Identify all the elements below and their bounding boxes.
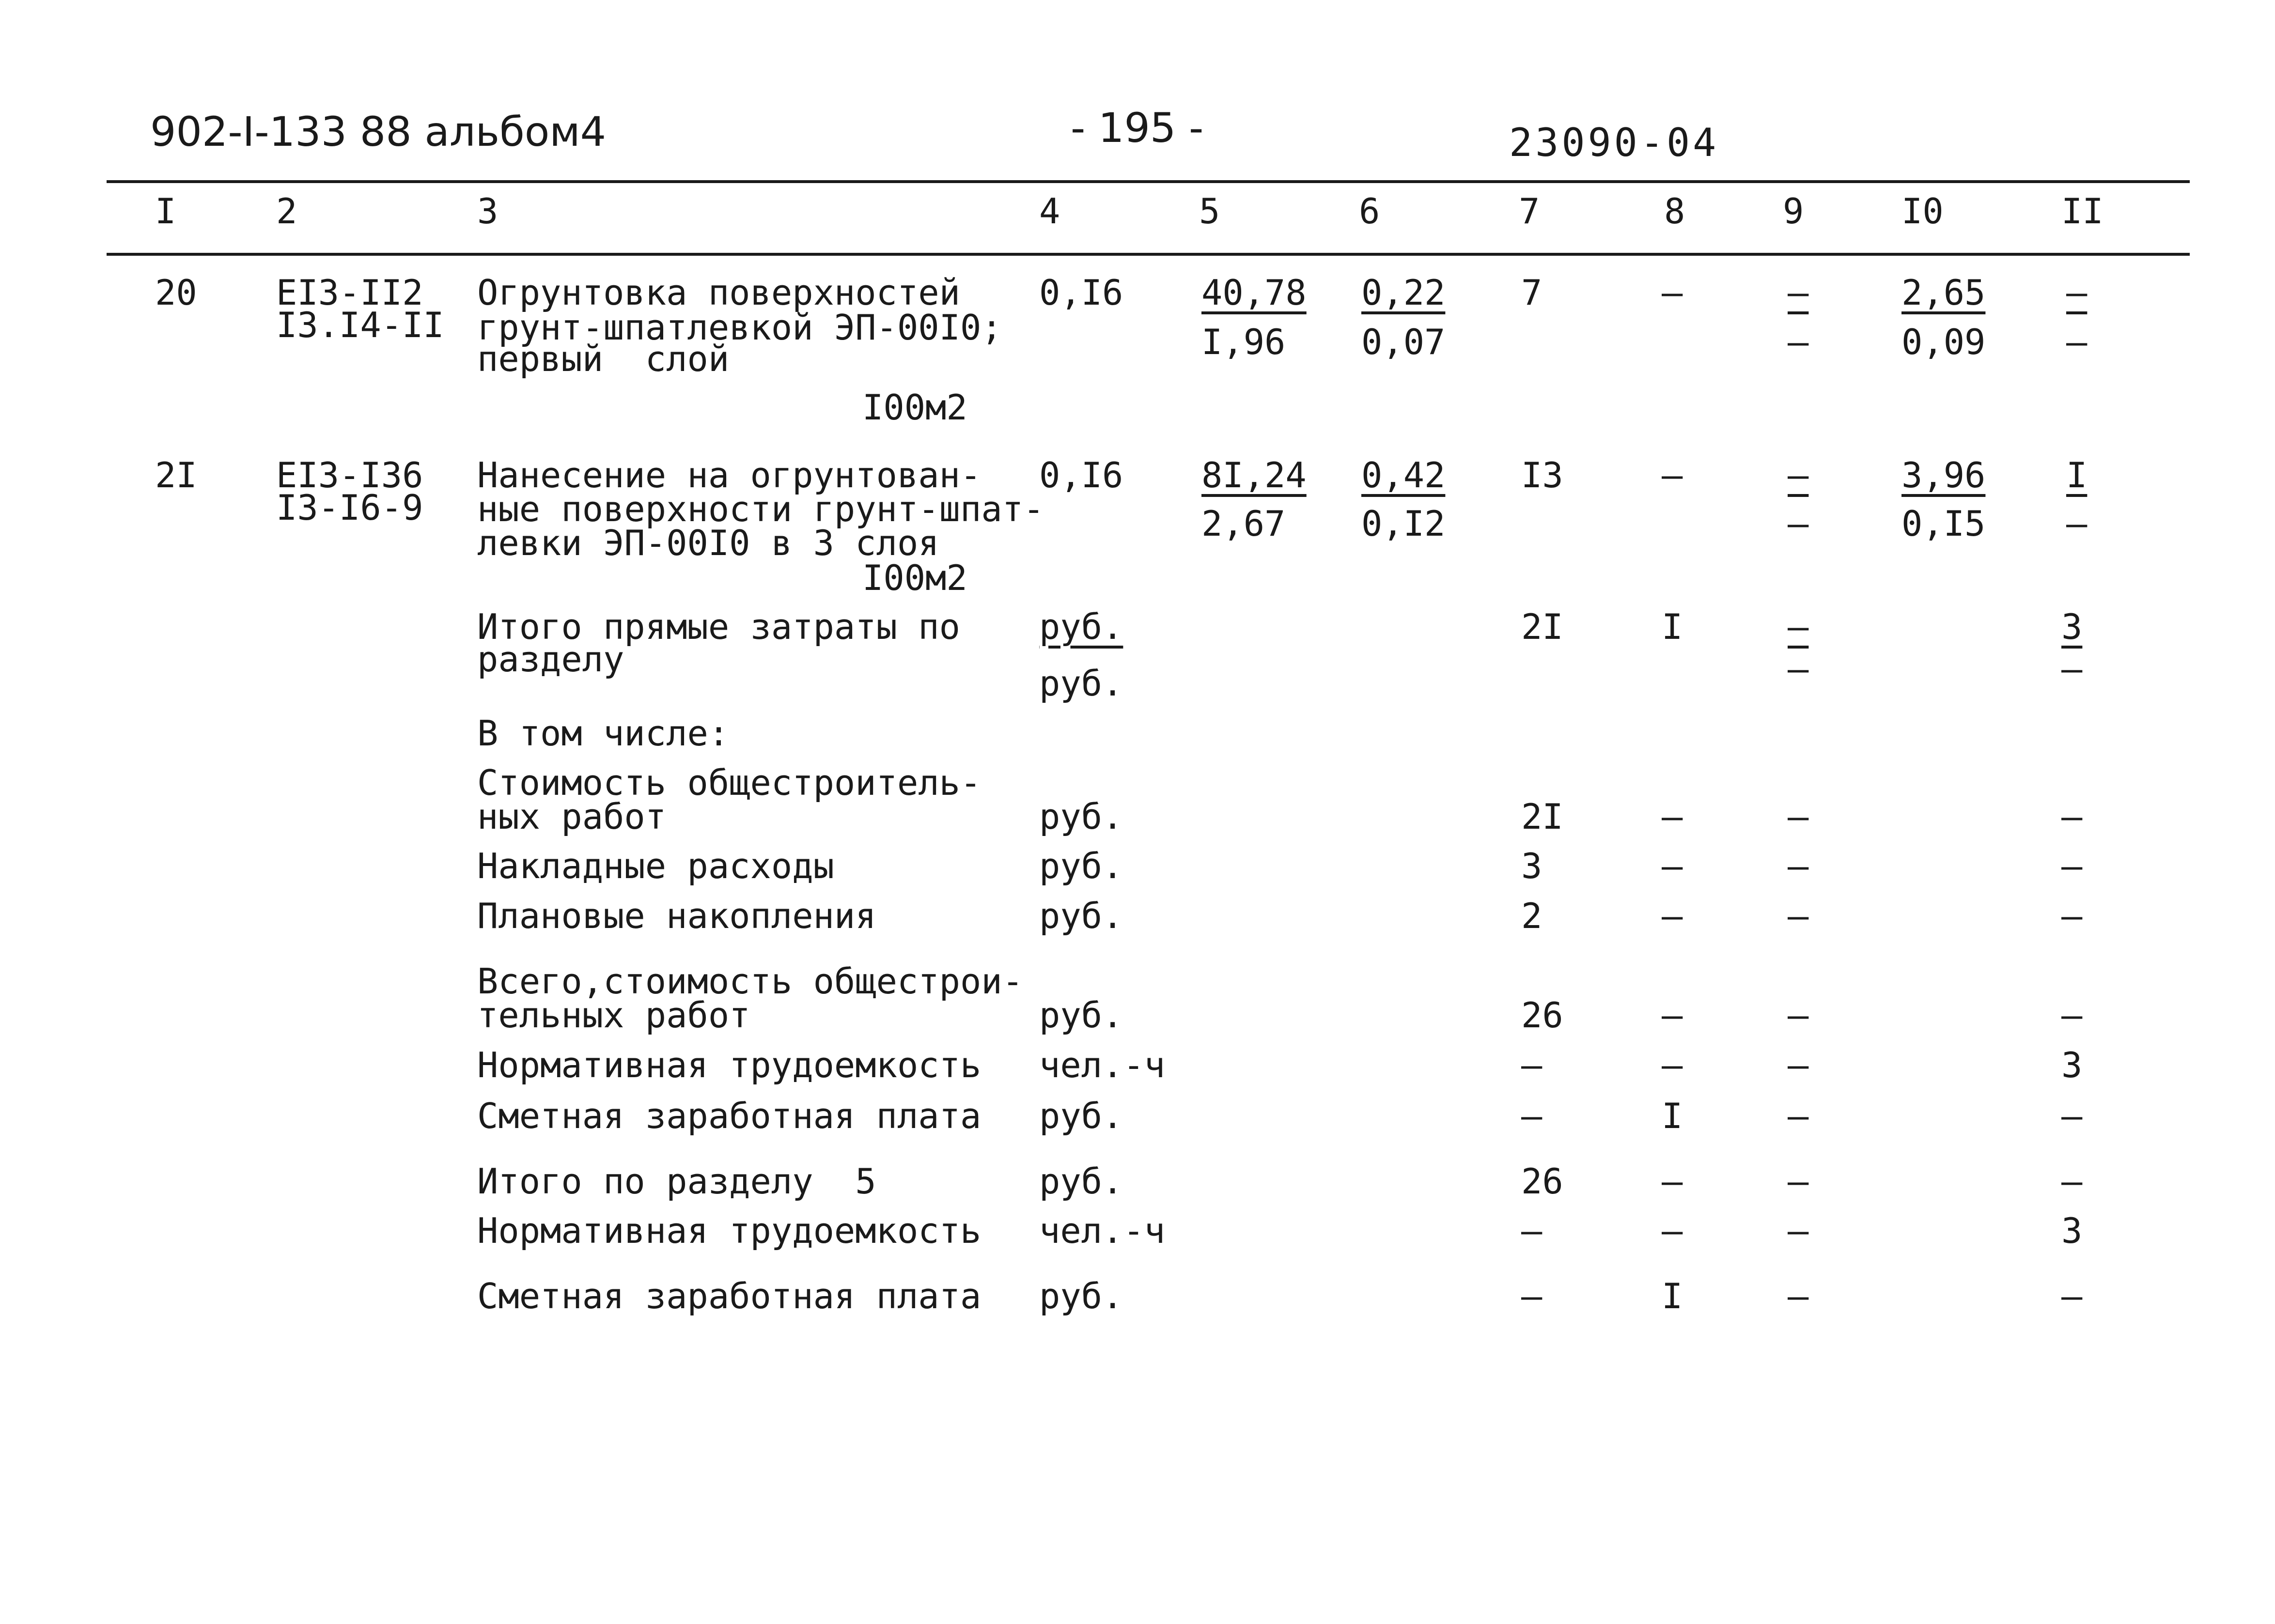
estimated-wage-col9: – (1788, 1096, 1809, 1136)
including-heading: В том числе: (477, 713, 730, 754)
direct-costs-label: разделу (477, 639, 624, 680)
labor-intensity-col9: – (1788, 1045, 1809, 1085)
col10-top: 2,65 (1901, 272, 1986, 313)
col10-bottom: 0,09 (1901, 322, 1986, 362)
section-total-col9: – (1788, 1161, 1809, 1202)
estimated-wage-col7: – (1521, 1096, 1543, 1136)
section-labor-intensity-col8: – (1662, 1210, 1683, 1251)
section-estimated-wage-col8: I (1662, 1276, 1683, 1316)
section-total-col7: 26 (1521, 1161, 1563, 1202)
estimated-wage-label: Сметная заработная плата (477, 1096, 982, 1136)
column-header-1: I (155, 191, 176, 232)
section-labor-intensity-col7: – (1521, 1210, 1543, 1251)
col10-bottom: 0,I5 (1901, 503, 1986, 544)
price-code: I3.I4-II (276, 305, 444, 345)
column-header-2: 2 (276, 191, 297, 232)
section-total-col11: – (2061, 1161, 2083, 1202)
total-general-works-col11: – (2061, 995, 2083, 1036)
col5-bottom: I,96 (1201, 322, 1286, 362)
total-general-works-unit: руб. (1039, 995, 1123, 1036)
col6-bottom: 0,07 (1361, 322, 1446, 362)
column-header-6: 6 (1359, 191, 1380, 232)
work-description: Нанесение на огрунтован- (477, 455, 982, 495)
direct-costs-unit-top: руб. (1039, 606, 1123, 647)
col5-top: 8I,24 (1201, 455, 1307, 495)
col9-bottom: – (1788, 322, 1809, 362)
page-number: - 195 - (1071, 104, 1204, 152)
measure-unit: I00м2 (862, 387, 967, 428)
general-works-col9: – (1788, 796, 1809, 837)
col11-top: I (2066, 455, 2088, 495)
overhead-col8: – (1662, 846, 1683, 886)
column-header-5: 5 (1199, 191, 1220, 232)
col8: – (1662, 455, 1683, 495)
general-works-label: ных работ (477, 796, 667, 837)
price-code: I3-I6-9 (276, 487, 423, 528)
column-header-11: II (2061, 191, 2104, 232)
col6-bottom: 0,I2 (1361, 503, 1446, 544)
labor-intensity-col8: – (1662, 1045, 1683, 1085)
quantity: 0,I6 (1039, 272, 1123, 313)
row-number: 2I (155, 455, 197, 495)
section-labor-intensity-unit: чел.-ч (1039, 1210, 1166, 1251)
labor-intensity-col11: 3 (2061, 1045, 2083, 1085)
section-total-col8: – (1662, 1161, 1683, 1202)
general-works-col7: 2I (1521, 796, 1563, 837)
col5-bottom: 2,67 (1201, 503, 1286, 544)
overhead-unit: руб. (1039, 846, 1123, 886)
estimated-wage-col8: I (1662, 1096, 1683, 1136)
section-estimated-wage-unit: руб. (1039, 1276, 1123, 1316)
col11-bottom: – (2066, 503, 2088, 544)
work-description: левки ЭП-00I0 в 3 слоя (477, 523, 939, 563)
planned-savings-col9: – (1788, 896, 1809, 936)
overhead-col7: 3 (1521, 846, 1543, 886)
col7: I3 (1521, 455, 1563, 495)
column-header-7: 7 (1519, 191, 1540, 232)
measure-unit: I00м2 (862, 557, 967, 598)
overhead-col9: – (1788, 846, 1809, 886)
column-header-10: I0 (1901, 191, 1944, 232)
section-labor-intensity-col11: 3 (2061, 1210, 2083, 1251)
column-header-4: 4 (1039, 191, 1060, 232)
column-header-8: 8 (1664, 191, 1685, 232)
planned-savings-label: Плановые накопления (477, 896, 876, 936)
direct-costs-col11-bottom: – (2061, 649, 2083, 689)
col9-bottom: – (1788, 503, 1809, 544)
general-works-col8: – (1662, 796, 1683, 837)
labor-intensity-col7: – (1521, 1045, 1543, 1085)
document-code: 23090-04 (1509, 120, 1719, 165)
total-general-works-col9: – (1788, 995, 1809, 1036)
section-total-unit: руб. (1039, 1161, 1123, 1202)
section-labor-intensity-col9: – (1788, 1210, 1809, 1251)
total-general-works-col7: 26 (1521, 995, 1563, 1036)
column-header-9: 9 (1783, 191, 1804, 232)
handwritten-reference: 902-I-133 88 альбом4 (150, 108, 607, 155)
labor-intensity-label: Нормативная трудоемкость (477, 1045, 982, 1085)
general-works-label: Стоимость общестроитель- (477, 762, 982, 803)
direct-costs-label: Итого прямые затраты по (477, 606, 960, 647)
direct-costs-col9-top: – (1788, 606, 1809, 647)
direct-costs-col7: 2I (1521, 606, 1563, 647)
col10-top: 3,96 (1901, 455, 1986, 495)
direct-costs-col9-bottom: – (1788, 649, 1809, 689)
planned-savings-col11: – (2061, 896, 2083, 936)
direct-costs-col11-top: 3 (2061, 606, 2083, 647)
section-labor-intensity-label: Нормативная трудоемкость (477, 1210, 982, 1251)
section-estimated-wage-col11: – (2061, 1276, 2083, 1316)
col11-top: – (2066, 272, 2088, 313)
estimated-wage-col11: – (2061, 1096, 2083, 1136)
quantity: 0,I6 (1039, 455, 1123, 495)
overhead-label: Накладные расходы (477, 846, 834, 886)
general-works-col11: – (2061, 796, 2083, 837)
section-estimated-wage-col7: – (1521, 1276, 1543, 1316)
work-description: Огрунтовка поверхностей (477, 272, 960, 313)
col8: – (1662, 272, 1683, 313)
row-number: 20 (155, 272, 197, 313)
planned-savings-col7: 2 (1521, 896, 1543, 936)
work-description: грунт-шпатлевкой ЭП-00I0; (477, 307, 1002, 348)
section-estimated-wage-col9: – (1788, 1276, 1809, 1316)
section-estimated-wage-label: Сметная заработная плата (477, 1276, 982, 1316)
direct-costs-unit-bottom: руб. (1039, 663, 1123, 704)
col6-top: 0,42 (1361, 455, 1446, 495)
total-general-works-col8: – (1662, 995, 1683, 1036)
col6-top: 0,22 (1361, 272, 1446, 313)
rate-code: EI3-I36 (276, 455, 423, 495)
col11-bottom: – (2066, 322, 2088, 362)
section-total-label: Итого по разделу 5 (477, 1161, 876, 1202)
col9-top: – (1788, 272, 1809, 313)
col5-top: 40,78 (1201, 272, 1307, 313)
table-header-rule (107, 253, 2190, 256)
total-general-works-label: Всего,стоимость общестрои- (477, 961, 1024, 1002)
col7: 7 (1521, 272, 1543, 313)
overhead-col11: – (2061, 846, 2083, 886)
rate-code: EI3-II2 (276, 272, 423, 313)
planned-savings-unit: руб. (1039, 896, 1123, 936)
work-description: ные поверхности грунт-шпат- (477, 489, 1044, 529)
labor-intensity-unit: чел.-ч (1039, 1045, 1166, 1085)
col9-top: – (1788, 455, 1809, 495)
column-header-3: 3 (477, 191, 499, 232)
estimated-wage-unit: руб. (1039, 1096, 1123, 1136)
total-general-works-label: тельных работ (477, 995, 750, 1036)
planned-savings-col8: – (1662, 896, 1683, 936)
direct-costs-col8: I (1662, 606, 1683, 647)
work-description: первый слой (477, 339, 730, 379)
general-works-unit: руб. (1039, 796, 1123, 837)
table-top-rule (107, 180, 2190, 183)
